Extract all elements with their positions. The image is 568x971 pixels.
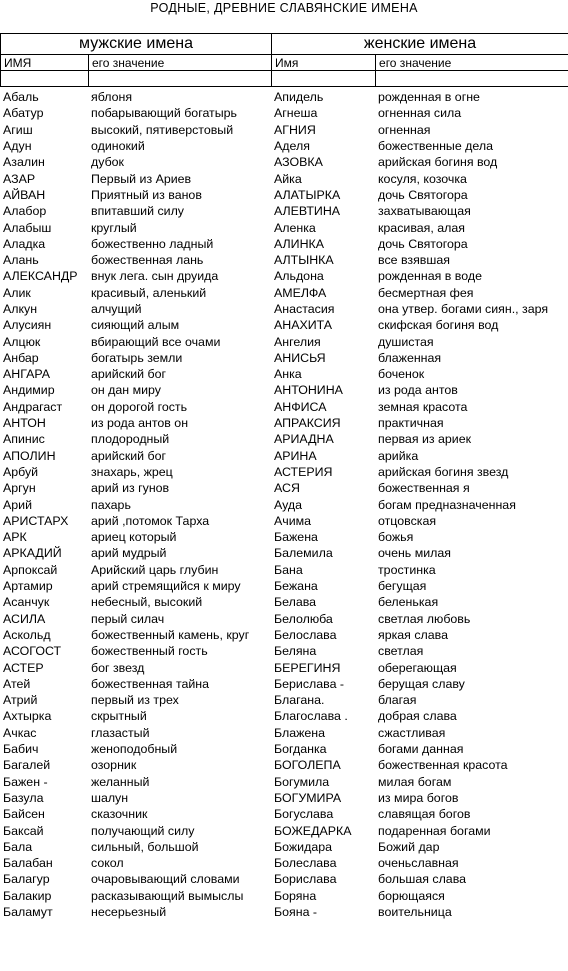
female-name: АНИСЬЯ xyxy=(274,350,326,365)
table-row xyxy=(0,187,568,203)
table-row xyxy=(0,301,568,317)
male-name: Ахтырка xyxy=(3,709,52,724)
female-meaning: боченок xyxy=(378,367,425,382)
female-meaning: бегущая xyxy=(378,579,427,594)
male-meaning: скрытный xyxy=(91,709,147,724)
table-row xyxy=(0,105,568,121)
female-name: Благослава . xyxy=(274,709,348,724)
male-name: АНГАРА xyxy=(3,367,51,382)
male-names-header: мужские имена xyxy=(1,34,272,55)
table-row xyxy=(0,431,568,447)
male-name: Алабыш xyxy=(3,220,52,235)
male-meaning: алчущий xyxy=(91,302,142,316)
male-meaning: Первый из Ариев xyxy=(91,171,192,186)
male-meaning: перый силач xyxy=(91,611,165,626)
table-row xyxy=(0,122,568,138)
female-meaning: борющаяся xyxy=(378,888,445,903)
female-meaning: отцовская xyxy=(378,513,437,528)
table-row xyxy=(0,708,568,724)
male-meaning: первый из трех xyxy=(91,693,179,708)
female-meaning: из рода антов xyxy=(378,383,458,398)
table-row xyxy=(0,138,568,154)
female-name: АЗОВКА xyxy=(274,155,323,170)
female-meaning: божественная я xyxy=(378,481,470,496)
female-meaning: практичная xyxy=(378,416,444,431)
female-name: АЛИНКА xyxy=(274,236,325,251)
male-name: Арий xyxy=(3,497,32,512)
table-row xyxy=(0,285,568,301)
table-row xyxy=(0,790,568,806)
female-name: Белава xyxy=(274,595,317,610)
male-name: АЛЕКСАНДР xyxy=(3,269,78,284)
empty-cell xyxy=(376,71,568,87)
table-row xyxy=(0,741,568,757)
female-meaning: блаженная xyxy=(378,350,442,365)
female-name: Бояна - xyxy=(274,904,318,919)
table-row xyxy=(0,366,568,382)
table-row xyxy=(0,529,568,545)
table-row xyxy=(0,89,568,105)
male-name: Артамир xyxy=(3,579,53,594)
female-name: Ачима xyxy=(274,513,312,528)
table-row xyxy=(0,268,568,284)
male-meaning: озорник xyxy=(91,758,137,773)
table-row xyxy=(0,513,568,529)
female-meaning: берущая славу xyxy=(378,676,465,691)
female-meaning: Божий дар xyxy=(378,839,440,854)
table-row xyxy=(0,855,568,871)
empty-cell xyxy=(89,71,272,87)
female-name: Белолюба xyxy=(274,611,333,626)
table-row xyxy=(0,382,568,398)
table-row xyxy=(0,611,568,627)
male-name: Адун xyxy=(3,139,32,154)
female-meaning: яркая слава xyxy=(378,627,448,642)
male-meaning: желанный xyxy=(91,774,150,789)
female-meaning: захватывающая xyxy=(378,204,471,219)
male-name: Арпоксай xyxy=(3,562,58,577)
female-name: Ауда xyxy=(274,497,303,512)
female-name: Аленка xyxy=(274,220,316,235)
male-meaning: впитавший силу xyxy=(91,204,184,219)
male-meaning: бог звезд xyxy=(91,660,145,675)
table-row xyxy=(0,676,568,692)
table-row xyxy=(0,806,568,822)
male-meaning: божественный камень, круг xyxy=(91,627,250,642)
female-meaning: арийка xyxy=(378,448,419,463)
female-meaning: милая богам xyxy=(378,774,452,789)
female-meaning: огненная xyxy=(378,122,431,137)
female-name: АЛАТЫРКА xyxy=(274,187,341,202)
female-meaning: большая слава xyxy=(378,872,467,887)
male-meaning: яблоня xyxy=(91,90,133,105)
male-meaning: получающий силу xyxy=(91,823,195,838)
female-name: АПРАКСИЯ xyxy=(274,416,341,431)
table-row xyxy=(0,170,568,186)
table-row xyxy=(0,643,568,659)
female-name: АЛЕВТИНА xyxy=(274,204,341,219)
table-row xyxy=(0,562,568,578)
female-name: АНАХИТА xyxy=(274,318,333,333)
male-meaning: арий мудрый xyxy=(91,546,167,561)
male-meaning: Арийский царь глубин xyxy=(91,562,219,577)
table-row xyxy=(0,692,568,708)
male-name: АСОГОСТ xyxy=(3,644,62,659)
male-meaning: божественная тайна xyxy=(91,676,210,691)
male-name: Баламут xyxy=(3,904,53,919)
male-name: Аскольд xyxy=(3,627,51,642)
male-meaning: арий ,потомок Тарха xyxy=(91,513,210,528)
female-name: Борислава xyxy=(274,872,337,887)
table-row xyxy=(0,888,568,904)
female-name: БЕРЕГИНЯ xyxy=(274,660,341,675)
male-name: АРКАДИЙ xyxy=(3,546,62,561)
table-row xyxy=(0,203,568,219)
female-meaning: божья xyxy=(378,530,414,545)
male-name: Базула xyxy=(3,790,44,805)
male-name: Абатур xyxy=(3,106,44,121)
female-meaning: светлая xyxy=(378,644,424,659)
male-name: АЗАР xyxy=(3,171,36,186)
female-meaning: дочь Святогора xyxy=(378,187,468,202)
male-meaning: расказывающий вымыслы xyxy=(91,888,244,903)
female-name: Аделя xyxy=(274,139,310,154)
male-meaning: круглый xyxy=(91,220,137,235)
female-name: БОГУМИРА xyxy=(274,790,342,805)
table-row xyxy=(0,871,568,887)
female-meaning: из мира богов xyxy=(378,790,459,805)
male-name: Атрий xyxy=(3,693,38,708)
male-name: Алцюк xyxy=(3,334,41,349)
female-name: АЛТЫНКА xyxy=(274,253,334,268)
female-name: АМЕЛФА xyxy=(274,285,327,300)
female-name: Болеслава xyxy=(274,856,337,871)
male-meaning: ариец который xyxy=(91,530,177,545)
female-meaning: дочь Святогора xyxy=(378,236,468,251)
female-meaning: душистая xyxy=(378,334,434,349)
male-name: Аргун xyxy=(3,481,36,496)
table-row xyxy=(0,545,568,561)
male-meaning: сияющий алым xyxy=(91,318,180,333)
female-name: Богумила xyxy=(274,774,330,789)
male-meaning: несерьезный xyxy=(91,904,167,919)
female-name: Белослава xyxy=(274,627,337,642)
male-meaning: плодородный xyxy=(91,432,170,447)
male-name: Ачкас xyxy=(3,725,37,740)
male-meaning: арий стремящийся к миру xyxy=(91,579,241,594)
table-row xyxy=(0,627,568,643)
male-name: АЙВАН xyxy=(3,187,46,202)
male-meaning: глазастый xyxy=(91,725,150,740)
male-name: Атей xyxy=(3,676,31,691)
male-name: Балабан xyxy=(3,856,53,871)
empty-cell xyxy=(1,71,89,87)
female-name: Богданка xyxy=(274,742,327,757)
male-meaning: одинокий xyxy=(91,139,145,154)
female-name: АНТОНИНА xyxy=(274,383,343,398)
male-meaning: сильный, большой xyxy=(91,839,199,854)
female-meaning: арийская богиня звезд xyxy=(378,464,509,479)
female-meaning: косуля, козочка xyxy=(378,171,467,186)
female-name: АСТЕРИЯ xyxy=(274,464,333,479)
male-meaning: знахарь, жрец xyxy=(91,464,173,479)
male-meaning: красивый, аленький xyxy=(91,285,207,300)
female-names-header: женские имена xyxy=(272,34,568,55)
female-name: АРИНА xyxy=(274,448,317,463)
male-meaning: вбирающий все очами xyxy=(91,334,221,349)
table-row xyxy=(0,578,568,594)
female-name: Бана xyxy=(274,562,303,577)
table-row xyxy=(0,594,568,610)
male-meaning: арийский бог xyxy=(91,367,167,382)
female-name: Апидель xyxy=(274,90,324,105)
male-name: Абаль xyxy=(3,90,39,105)
table-row xyxy=(0,725,568,741)
table-row xyxy=(0,496,568,512)
female-name: БОЖЕДАРКА xyxy=(274,823,352,838)
female-meaning: сжастливая xyxy=(378,725,446,740)
female-name: Анка xyxy=(274,367,302,382)
male-meaning: пахарь xyxy=(91,497,131,512)
female-meaning: рожденная в огне xyxy=(378,90,480,105)
female-meaning: светлая любовь xyxy=(378,611,471,626)
table-row xyxy=(0,317,568,333)
table-row xyxy=(0,464,568,480)
female-name: Боряна xyxy=(274,888,317,903)
table-row xyxy=(0,904,568,920)
male-name: Арбуй xyxy=(3,464,39,479)
table-row xyxy=(0,773,568,789)
male-name: Апинис xyxy=(3,432,45,447)
male-meaning: очаровывающий словами xyxy=(91,872,240,887)
male-meaning: божественно ладный xyxy=(91,236,214,251)
male-meaning: арий из гунов xyxy=(91,481,170,496)
female-meaning: подаренная богами xyxy=(378,823,491,838)
table-row xyxy=(0,333,568,349)
male-name: Алкун xyxy=(3,302,38,316)
female-meaning: добрая слава xyxy=(378,709,457,724)
male-name: Бала xyxy=(3,839,33,854)
male-name: Багалей xyxy=(3,758,51,773)
male-name: Алик xyxy=(3,285,31,300)
table-row xyxy=(0,154,568,170)
male-meaning: он дан миру xyxy=(91,383,161,398)
female-name: Айка xyxy=(274,171,302,186)
female-meaning: благая xyxy=(378,693,417,708)
female-name: Беляна xyxy=(274,644,317,659)
male-meaning: богатырь земли xyxy=(91,350,183,365)
male-meaning: божественная лань xyxy=(91,253,204,268)
female-meaning: божественная красота xyxy=(378,758,508,773)
male-name: Байсен xyxy=(3,807,45,822)
female-name: БОГОЛЕПА xyxy=(274,758,341,773)
male-meaning: арийский бог xyxy=(91,448,167,463)
male-meaning: сказочник xyxy=(91,807,148,822)
female-name: Бежана xyxy=(274,579,318,594)
male-meaning: женоподобный xyxy=(91,742,178,757)
female-meaning-column-header: его значение xyxy=(376,55,568,71)
male-meaning: высокий, пятиверстовый xyxy=(91,122,234,137)
female-meaning: тростинка xyxy=(378,562,436,577)
male-name: Баксай xyxy=(3,823,44,838)
female-name-column-header: Имя xyxy=(272,55,376,71)
male-name: Бабич xyxy=(3,742,39,757)
table-row xyxy=(0,757,568,773)
male-name: АСИЛА xyxy=(3,611,46,626)
male-name: Балагур xyxy=(3,872,50,887)
female-name: Бажена xyxy=(274,530,318,545)
male-name: Алабор xyxy=(3,204,47,219)
table-row xyxy=(0,480,568,496)
male-meaning: небесный, высокий xyxy=(91,595,203,610)
male-meaning: он дорогой гость xyxy=(91,399,188,414)
female-name: АНФИСА xyxy=(274,399,327,414)
male-meaning: побарывающий богатырь xyxy=(91,106,237,121)
female-name: Благана. xyxy=(274,693,325,708)
female-name: АСЯ xyxy=(274,481,300,496)
table-row xyxy=(0,415,568,431)
male-name: Балакир xyxy=(3,888,52,903)
female-name: Божидара xyxy=(274,839,332,854)
female-meaning: очень милая xyxy=(378,546,451,561)
female-name: Ангелия xyxy=(274,334,321,349)
male-name: Агиш xyxy=(3,122,33,137)
table-row xyxy=(0,350,568,366)
male-name: АСТЕР xyxy=(3,660,44,675)
male-meaning-column-header: его значение xyxy=(89,55,272,71)
male-name: Асанчук xyxy=(3,595,50,610)
male-name: Анбар xyxy=(3,350,39,365)
table-row xyxy=(0,236,568,252)
male-meaning: из рода антов он xyxy=(91,416,189,431)
female-name: Берислава - xyxy=(274,676,345,691)
female-name: Альдона xyxy=(274,269,324,284)
male-meaning: сокол xyxy=(91,856,124,871)
table-row xyxy=(0,822,568,838)
female-meaning: бесмертная фея xyxy=(378,285,474,300)
male-name: Азалин xyxy=(3,155,45,170)
female-meaning: богами данная xyxy=(378,742,464,757)
female-name: Агнеша xyxy=(274,106,318,121)
female-meaning: земная красота xyxy=(378,399,468,414)
female-meaning: оченьславная xyxy=(378,856,459,871)
female-meaning: красивая, алая xyxy=(378,220,465,235)
male-name: Бажен - xyxy=(3,774,48,789)
female-meaning: скифская богиня вод xyxy=(378,318,499,333)
male-name: Аладка xyxy=(3,236,46,251)
female-name: Анастасия xyxy=(274,302,335,316)
empty-cell xyxy=(272,71,376,87)
female-meaning: воительница xyxy=(378,904,452,919)
female-name: Богуслава xyxy=(274,807,334,822)
female-meaning: огненная сила xyxy=(378,106,462,121)
table-row xyxy=(0,252,568,268)
page-title: РОДНЫЕ, ДРЕВНИЕ СЛАВЯНСКИЕ ИМЕНА xyxy=(150,1,418,15)
table-row xyxy=(0,399,568,415)
female-meaning: оберегающая xyxy=(378,660,457,675)
male-meaning: дубок xyxy=(91,155,124,170)
female-meaning: арийская богиня вод xyxy=(378,155,498,170)
male-name-column-header: ИМЯ xyxy=(1,55,89,71)
female-meaning: все взявшая xyxy=(378,253,450,268)
female-meaning: первая из ариек xyxy=(378,432,472,447)
female-meaning: славящая богов xyxy=(378,807,471,822)
female-meaning: беленькая xyxy=(378,595,439,610)
male-meaning: шалун xyxy=(91,790,129,805)
female-meaning: богам предназначенная xyxy=(378,497,516,512)
table-row xyxy=(0,219,568,235)
female-meaning: она утвер. богами сиян., заря xyxy=(378,302,549,316)
names-table xyxy=(0,89,568,920)
male-name: Андимир xyxy=(3,383,55,398)
male-meaning: внук лега. сын друида xyxy=(91,269,219,284)
female-name: АГНИЯ xyxy=(274,122,316,137)
male-name: Алань xyxy=(3,253,39,268)
male-name: АНТОН xyxy=(3,416,46,431)
table-row xyxy=(0,839,568,855)
male-name: АРИСТАРХ xyxy=(3,513,69,528)
male-name: АРК xyxy=(3,530,27,545)
female-name: Блажена xyxy=(274,725,326,740)
table-row xyxy=(0,448,568,464)
female-name: АРИАДНА xyxy=(274,432,334,447)
male-meaning: божественный гость xyxy=(91,644,208,659)
table-row xyxy=(0,659,568,675)
male-name: АПОЛИН xyxy=(3,448,56,463)
male-name: Андрагаст xyxy=(3,399,63,414)
header-table xyxy=(0,33,568,87)
male-meaning: Приятный из ванов xyxy=(91,187,202,202)
male-name: Алусиян xyxy=(3,318,52,333)
female-name: Балемила xyxy=(274,546,333,561)
female-meaning: рожденная в воде xyxy=(378,269,482,284)
female-meaning: божественные дела xyxy=(378,139,493,154)
